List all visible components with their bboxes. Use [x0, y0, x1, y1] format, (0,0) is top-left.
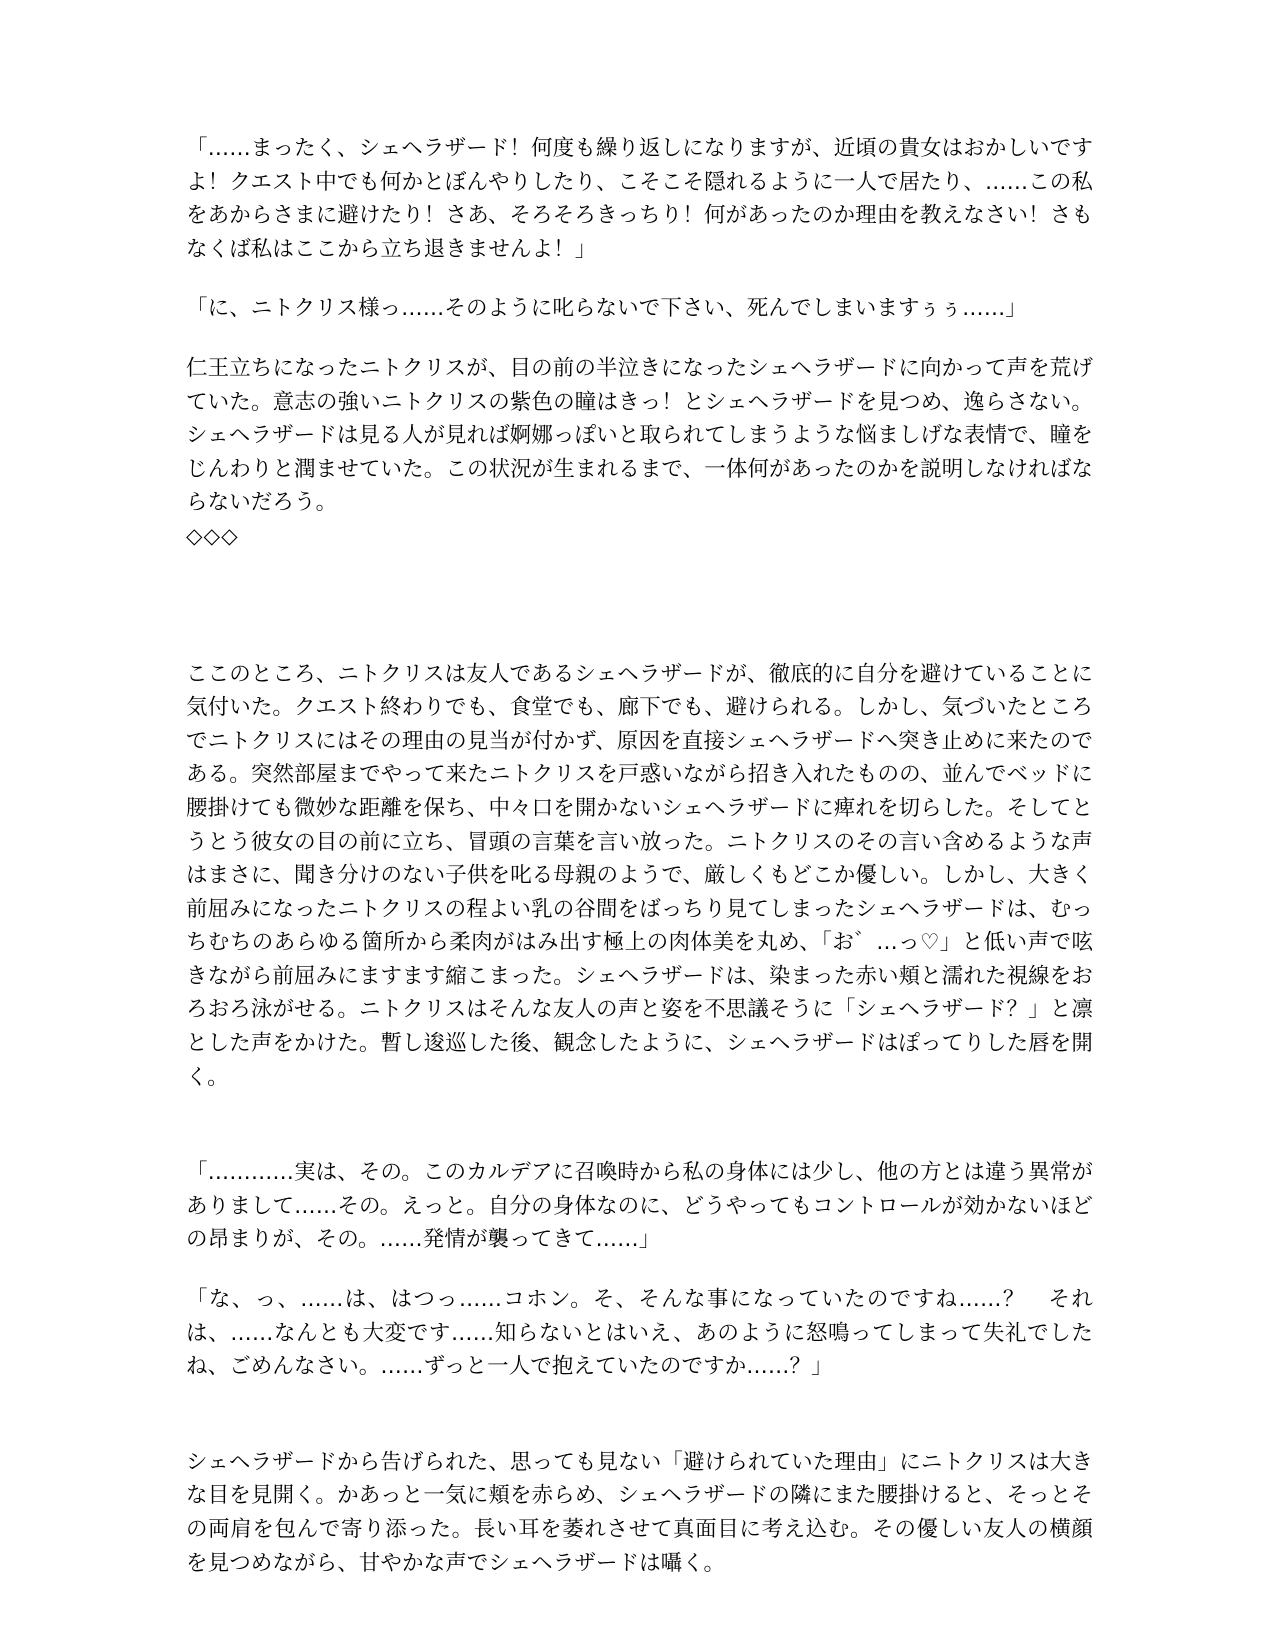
narration-closing: シェヘラザードから告げられた、思っても見ない「避けられていた理由」にニトクリスは大きな目を見開く。かあっと一気に頬を赤らめ、シェヘラザードの隣にまた腰掛けると、そっとその両肩を包んで寄り添った。長い耳を萎れさせて真面目に考え込む。その優しい友人の横顔を見つめながら、甘やかな声でシェヘラザードは囁く。 — [186, 1449, 1093, 1576]
dialogue-scheherazade-plea: 「に、ニトクリス様っ……そのように叱らないで下さい、死んでしまいますぅぅ……」 — [186, 296, 1027, 322]
scene-break-separator: ◇◇◇ — [186, 523, 239, 549]
narration-standoff: 仁王立ちになったニトクリスが、目の前の半泣きになったシェヘラザードに向かって声を荒げていた。意志の強いニトクリスの紫色の瞳はきっ！とシェヘラザードを見つめ、逸らさない。シェヘラザードは見る人が見れば婀娜っぽいと取られてしまうような悩ましげな表情で、瞳をじんわりと潤ませていた。この状況が生まれるまで、一体何があったのかを説明しなければならないだろう。 — [186, 355, 1093, 516]
dialogue-scheherazade-confession: 「…………実は、その。このカルデアに召喚時から私の身体には少し、他の方とは違う異常がありまして……その。えっと。自分の身体なのに、どうやってもコントロールが効かないほどの昂まりが、その。……発情が襲ってきて……」 — [186, 1160, 1093, 1253]
dialogue-nitocris-scolding: 「……まったく、シェヘラザード！何度も繰り返しになりますが、近頃の貴女はおかしいですよ！クエスト中でも何かとぼんやりしたり、こそこそ隠れるように一人で居たり、……この私をあからさまに避けたり！さあ、そろそろきっちり！何があったのか理由を教えなさい！さもなくば私はここから立ち退きませんよ！」 — [186, 136, 1093, 262]
narration-flashback: ここのところ、ニトクリスは友人であるシェヘラザードが、徹底的に自分を避けていることに気付いた。クエスト終わりでも、食堂でも、廊下でも、避けられる。しかし、気づいたところでニトクリスにはその理由の見当が付かず、原因を直接シェヘラザードへ突き止めに来たのである。突然部屋までやって来たニトクリスを戸惑いながら招き入れたものの、並んでベッドに腰掛けても微妙な距離を保ち、中々口を開かないシェヘラザードに痺れを切らした。そしてとうとう彼女の目の前に立ち、冒頭の言葉を言い放った。ニトクリスのその言い含めるような声はまさに、聞き分けのない子供を叱る母親のようで、厳しくもどこか優しい。しかし、大きく前屈みになったニトクリスの程よい乳の谷間をばっちり見てしまったシェヘラザードは、むっちむちのあらゆる箇所から柔肉がはみ出す極上の肉体美を丸め、「お゛…っ♡」と低い声で呟きながら前屈みにますます縮こまった。シェヘラザードは、染まった赤い頬と濡れた視線をおろおろ泳がせる。ニトクリスはそんな友人の声と姿を不思議そうに「シェヘラザード？」と凛とした声をかけた。暫し逡巡した後、観念したように、シェヘラザードはぽってりした唇を開く。 — [186, 661, 1093, 1090]
dialogue-nitocris-apology: 「な、っ、……は、はつっ……コホン。そ、そんな事になっていたのですね……？ それは、……なんとも大変です……知らないとはいえ、あのように怒鳴ってしまって失礼でしたね、ごめんなさい。……ずっと一人で抱えていたのですか……？」 — [186, 1287, 1093, 1380]
